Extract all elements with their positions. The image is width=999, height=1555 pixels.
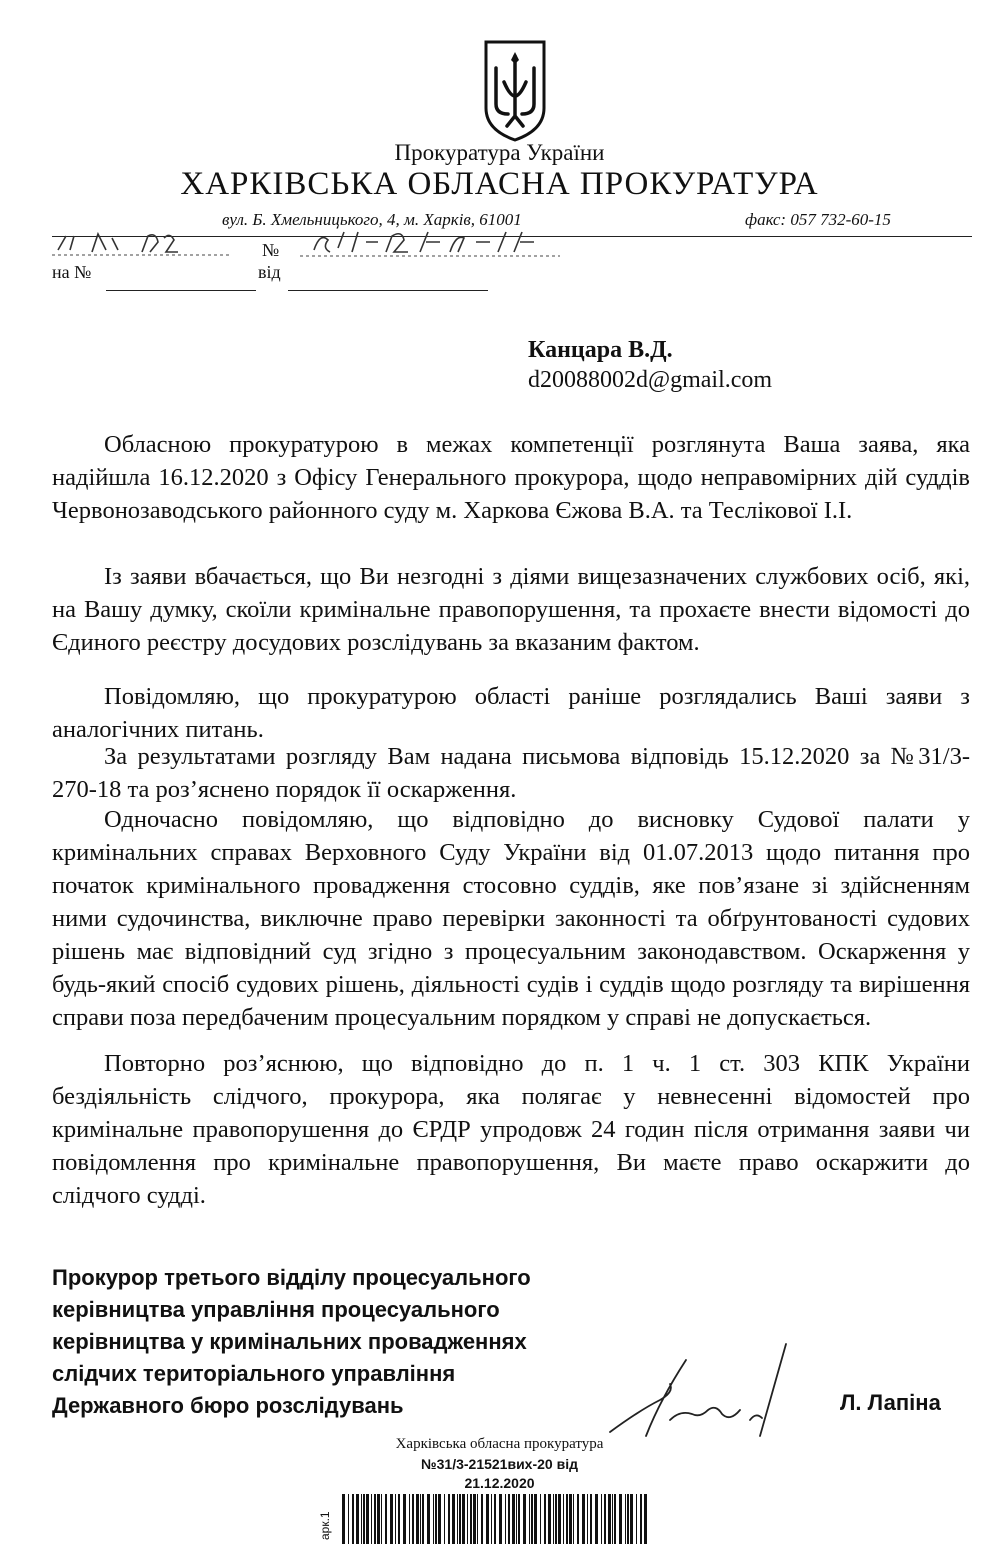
- signatory-position-line: керівництва у кримінальних провадженнях: [52, 1329, 527, 1354]
- signatory-position-line: Прокурор третього відділу процесуального: [52, 1265, 531, 1290]
- reference-date-field: [288, 290, 488, 291]
- reference-number-label: на №: [52, 262, 92, 282]
- trident-emblem-icon: [482, 38, 548, 144]
- registration-stamp-office: Харківська обласна прокуратура: [395, 1436, 604, 1452]
- agency-name: Прокуратура України: [394, 140, 605, 165]
- barcode-icon: [340, 1494, 650, 1544]
- handwritten-signature: [600, 1340, 810, 1450]
- body-paragraph: Одночасно повідомляю, що відповідно до висновку Судової палати у кримінальних справах Верховного Суду України від 01.07.2013 щодо питання про початок кримінального провадження стосовно суддів, яке пов’язане зі здійсненням ними судочинства, виключне право перевірки законності та обґрунтованості судових рішень має відповідний суд згідно з процесуальним законодавством. Оскарження у будь-який спосіб судових рішень, діяльності судів і суддів щодо розгляду та вирішення справи поза передбаченим процесуальним порядком у справі не допускається.: [52, 806, 970, 1031]
- office-name: ХАРКІВСЬКА ОБЛАСНА ПРОКУРАТУРА: [180, 166, 819, 202]
- body-paragraph: Обласною прокуратурою в межах компетенції розглянута Ваша заява, яка надійшла 16.12.2020 з Офісу Генерального прокурора, щодо неправомірних дій суддів Червонозаводського районного суду м. Харкова Єжова В.А. та Теслікової І.І.: [52, 431, 970, 524]
- number-label: №: [262, 240, 280, 260]
- office-fax: факс: 057 732-60-15: [745, 210, 891, 229]
- sheet-number: арк.1: [318, 1511, 332, 1540]
- body-paragraph: Із заяви вбачається, що Ви незгодні з діями вищезазначених службових осіб, які, на Вашу думку, скоїли кримінальне правопорушення, та прохаєте внести відомості до Єдиного реєстру досудових розслідувань за вказаним фактом.: [52, 563, 970, 656]
- registration-stamp-number: №31/3-21521вих-20 від: [421, 1456, 578, 1472]
- body-paragraph: За результатами розгляду Вам надана письмова відповідь 15.12.2020 за №31/3-270-18 та роз’яснено порядок її оскарження.: [52, 743, 970, 803]
- signer-name: Л. Лапіна: [840, 1390, 941, 1415]
- body-paragraph: Повідомляю, що прокуратурою області раніше розглядались Ваші заяви з аналогічних питань.: [52, 683, 970, 743]
- body-paragraph: Повторно роз’яснюю, що відповідно до п. 1 ч. 1 ст. 303 КПК України бездіяльність слідчого, прокурора, яка полягає у невнесенні відомостей про кримінальне правопорушення до ЄРДР упродовж 24 годин після отримання заяви чи повідомлення про кримінальне правопорушення, Ви маєте право оскаржити до слідчого судді.: [52, 1050, 970, 1209]
- signatory-position-line: слідчих територіального управління: [52, 1361, 456, 1386]
- reference-date-label: від: [258, 262, 281, 282]
- recipient-email: d20088002d@gmail.com: [528, 367, 773, 393]
- office-address: вул. Б. Хмельницького, 4, м. Харків, 61001: [222, 210, 522, 229]
- handwritten-reg-number: [300, 226, 560, 260]
- signatory-position: [52, 1262, 531, 1422]
- recipient-name: Канцара В.Д.: [528, 337, 673, 363]
- signatory-position-line: керівництва управління процесуального: [52, 1297, 500, 1322]
- signatory-position-line: Державного бюро розслідувань: [52, 1393, 404, 1418]
- reference-number-field: [106, 290, 256, 291]
- registration-stamp-date: 21.12.2020: [464, 1475, 535, 1491]
- handwritten-date: [52, 228, 232, 258]
